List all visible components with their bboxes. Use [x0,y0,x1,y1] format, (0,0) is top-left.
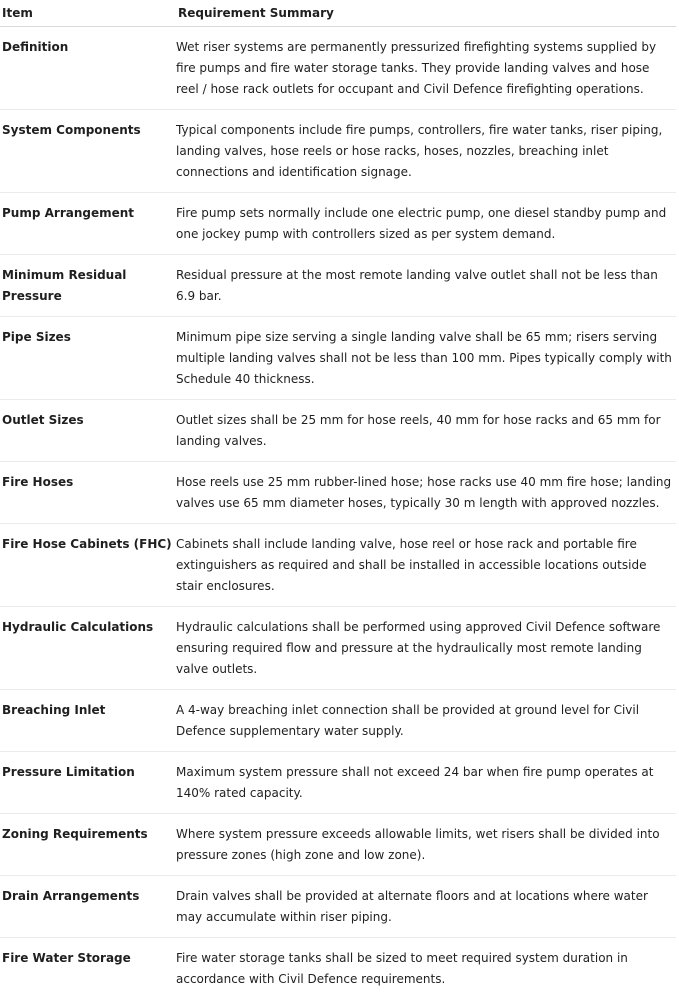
row-summary: Fire water storage tanks shall be sized to meet required system duration in accordance with Civil Defence requirements. [176,950,628,986]
table-row [0,316,676,399]
row-summary: Where system pressure exceeds allowable limits, wet risers shall be divided into pressure zones (high zone and low zone). [176,826,660,862]
row-summary: Hose reels use 25 mm rubber-lined hose; hose racks use 40 mm fire hose; landing valves use 65 mm diameter hoses, typically 30 m length with approved nozzles. [176,474,672,510]
row-item: Pipe Sizes [2,329,71,344]
table-row [0,606,676,689]
row-item: Zoning Requirements [2,826,148,841]
table-row [0,523,676,606]
table-row [0,109,676,192]
table-row [0,254,676,316]
table-row [0,399,676,461]
table-row [0,26,676,109]
row-summary: Wet riser systems are permanently pressurized firefighting systems supplied by fire pumps and fire water storage tanks. They provide landing valves and hose reel / hose rack outlets for occupant and Civil Defence firefighting operations. [176,39,657,96]
table-header [0,0,676,26]
header-row [0,0,676,26]
row-item: Pump Arrangement [2,205,135,220]
row-item: Definition [2,39,69,54]
row-item: Outlet Sizes [2,412,84,427]
row-summary: Fire pump sets normally include one electric pump, one diesel standby pump and one jockey pump with controllers sized as per system demand. [176,205,667,241]
table-body [0,26,676,999]
table-row [0,813,676,875]
table-row [0,937,676,999]
row-summary: Maximum system pressure shall not exceed 24 bar when fire pump operates at 140% rated capacity. [176,764,654,800]
row-summary: Drain valves shall be provided at alternate floors and at locations where water may accumulate within riser piping. [176,888,648,924]
row-summary: Hydraulic calculations shall be performed using approved Civil Defence software ensuring required flow and pressure at the hydraulically most remote landing valve outlets. [176,619,661,676]
table-row [0,689,676,751]
table-row [0,875,676,937]
row-item: Fire Water Storage [2,950,131,965]
row-summary: Typical components include fire pumps, controllers, fire water tanks, riser piping, landing valves, hose reels or hose racks, hoses, nozzles, breaching inlet connections and identification signage. [176,122,663,179]
row-item: Pressure Limitation [2,764,135,779]
row-item: System Components [2,122,141,137]
row-summary: Outlet sizes shall be 25 mm for hose reels, 40 mm for hose racks and 65 mm for landing valves. [176,412,661,448]
table-row [0,192,676,254]
row-summary: Residual pressure at the most remote landing valve outlet shall not be less than 6.9 bar. [176,267,658,303]
row-item: Hydraulic Calculations [2,619,154,634]
table-row [0,461,676,523]
row-summary: A 4-way breaching inlet connection shall be provided at ground level for Civil Defence supplementary water supply. [176,702,640,738]
row-item: Minimum Residual Pressure [2,267,127,303]
row-item: Fire Hose Cabinets (FHC) [2,536,172,551]
row-item: Drain Arrangements [2,888,140,903]
row-summary: Cabinets shall include landing valve, hose reel or hose rack and portable fire extinguishers as required and shall be installed in accessible locations outside stair enclosures. [176,536,647,593]
header-item: Item [0,0,176,26]
row-item: Breaching Inlet [2,702,106,717]
row-summary: Minimum pipe size serving a single landing valve shall be 65 mm; risers serving multiple landing valves shall not be less than 100 mm. Pipes typically comply with Schedule 40 thickness. [176,329,672,386]
header-summary: Requirement Summary [176,0,676,26]
table-row [0,751,676,813]
row-item: Fire Hoses [2,474,74,489]
